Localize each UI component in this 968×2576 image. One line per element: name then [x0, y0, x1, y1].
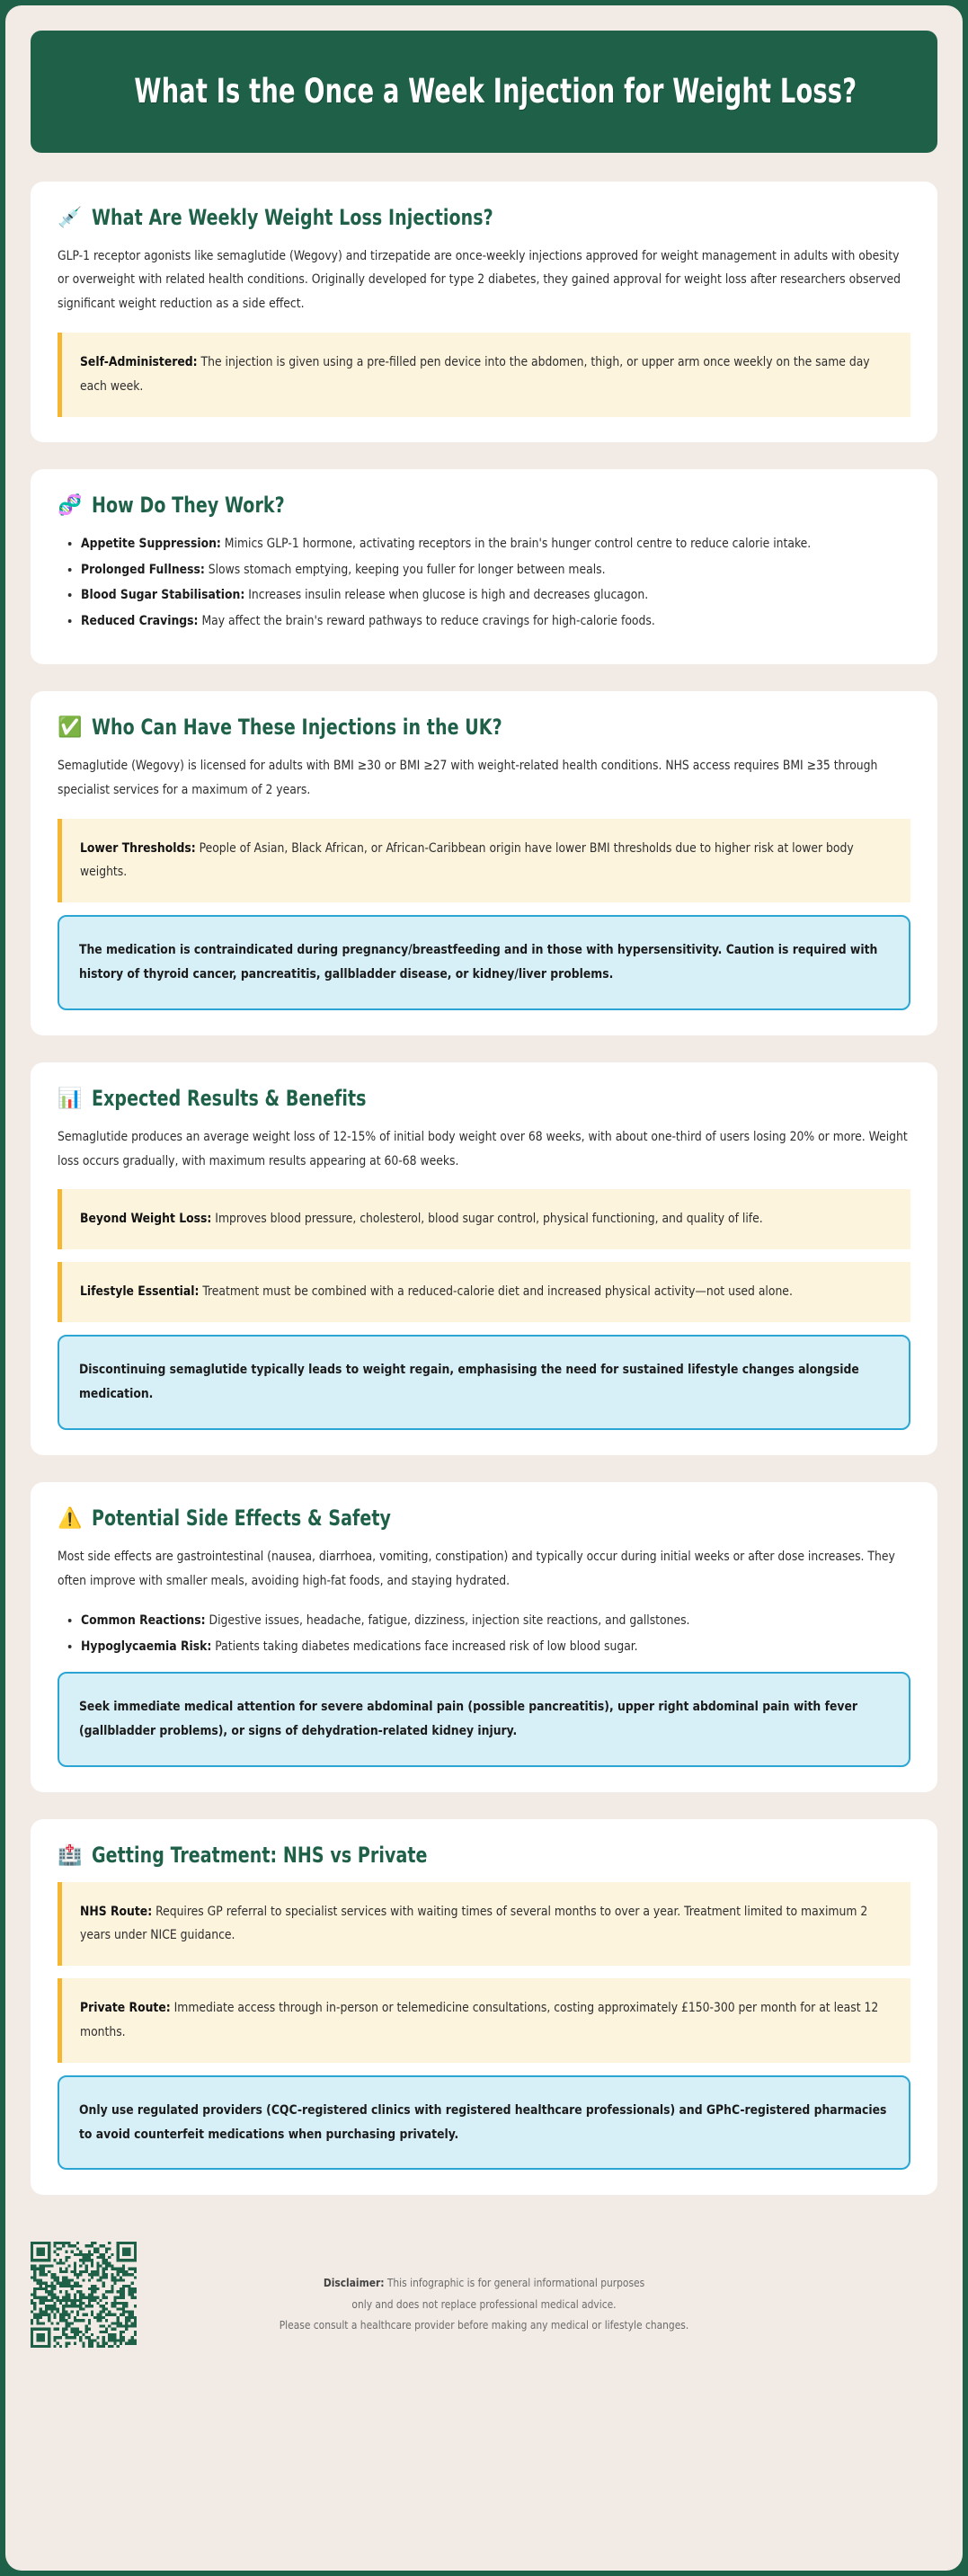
highlight-label: Self-Administered:: [80, 355, 198, 370]
disclaimer-label: Disclaimer:: [323, 2276, 385, 2290]
list-item-text: Slows stomach emptying, keeping you fuller for longer between meals.: [204, 562, 606, 577]
highlight-text: Immediate access through in-person or telemedicine consultations, costing approximately £150-300 per month for at least 12 months.: [80, 2001, 879, 2040]
info-callout: [58, 1335, 910, 1430]
list-item-text: May affect the brain's reward pathways to reduce cravings for high-calorie foods.: [198, 614, 655, 629]
list-item: [81, 1609, 909, 1633]
section-header: [58, 493, 910, 518]
highlight-callout: [58, 333, 910, 417]
highlight-inner: [80, 1280, 889, 1304]
list-item-label: Blood Sugar Stabilisation:: [81, 588, 245, 603]
bullet-list: [58, 532, 910, 634]
highlight-label: Lower Thresholds:: [80, 840, 196, 856]
section-card: [31, 1062, 937, 1455]
highlight-text: People of Asian, Black African, or African-Caribbean origin have lower BMI thresholds due to higher risk at lower body weights.: [80, 840, 854, 880]
section-header: [58, 1086, 910, 1111]
section-card: [31, 182, 937, 442]
list-item: [81, 609, 909, 634]
banner: [31, 31, 937, 153]
disclaimer-line-1: [53, 2272, 915, 2293]
list-item: [81, 583, 909, 608]
list-item-label: Appetite Suppression:: [81, 536, 221, 551]
list-item-label: Prolonged Fullness:: [81, 562, 205, 577]
disclaimer: [31, 2258, 937, 2334]
list-item-label: Hypoglycaemia Risk:: [81, 1639, 212, 1655]
highlight-label: Private Route:: [80, 2001, 171, 2016]
highlight-text: Requires GP referral to specialist services with waiting times of several months to over a year. Treatment limited to maximum 2 years under NICE guidance.: [80, 1904, 868, 1943]
highlight-callout: [58, 1189, 910, 1249]
bar-chart-icon: 📊: [58, 1086, 83, 1109]
page-title: What Is the Once a Week Injection for Weight Loss?: [134, 72, 857, 111]
disclaimer-line-2: only and does not replace professional medical advice.: [351, 2296, 617, 2311]
highlight-text: Improves blood pressure, cholesterol, blood sugar control, physical functioning, and quality of life.: [211, 1212, 763, 1227]
section-title: How Do They Work?: [92, 492, 285, 518]
dna-icon: 🧬: [58, 493, 83, 516]
hospital-icon: 🏥: [58, 1843, 83, 1866]
highlight-inner: [80, 1900, 889, 1949]
highlight-label: Lifestyle Essential:: [80, 1284, 200, 1300]
list-item-text: Patients taking diabetes medications face increased risk of low blood sugar.: [211, 1639, 638, 1655]
section-title: Who Can Have These Injections in the UK?: [92, 714, 502, 740]
section-paragraph: Semaglutide (Wegovy) is licensed for adults with BMI ≥30 or BMI ≥27 with weight-related health conditions. NHS access requires BMI ≥35 through specialist services for a maximum of 2 years.: [58, 758, 878, 797]
section-header: [58, 205, 910, 230]
section-header: [58, 1843, 910, 1868]
section-paragraph: Most side effects are gastrointestinal (nausea, diarrhoea, vomiting, constipation) and typically occur during initial weeks or after dose increases. They often improve with smaller meals, avoiding high-fat foods, and staying hydrated.: [58, 1549, 895, 1588]
highlight-inner: [80, 1996, 889, 2045]
info-callout: [58, 1672, 910, 1767]
info-callout-text: Discontinuing semaglutide typically leads to weight regain, emphasising the need for sustained lifestyle changes alongside medication.: [79, 1363, 859, 1401]
highlight-callout: [58, 1978, 910, 2063]
highlight-callout: [58, 819, 910, 903]
bullet-list: [58, 1609, 910, 1659]
list-item-text: Increases insulin release when glucose is high and decreases glucagon.: [244, 588, 649, 603]
highlight-inner: [80, 837, 889, 885]
section-title: What Are Weekly Weight Loss Injections?: [92, 204, 493, 230]
highlight-inner: [80, 1207, 889, 1231]
highlight-callout: [58, 1882, 910, 1967]
section-card: [31, 1819, 937, 2196]
disclaimer-text-1: This infographic is for general informational purposes: [384, 2276, 645, 2290]
highlight-inner: [80, 351, 889, 399]
warning-triangle-icon: ⚠️: [58, 1506, 83, 1529]
check-mark-icon: ✅: [58, 715, 83, 738]
section-paragraph: Semaglutide produces an average weight loss of 12-15% of initial body weight over 68 weeks, with about one-third of users losing 20% or more. Weight loss occurs gradually, with maximum results appearing at 60-68 weeks.: [58, 1129, 908, 1168]
section-title: Getting Treatment: NHS vs Private: [92, 1842, 428, 1868]
list-item: [81, 1635, 909, 1659]
highlight-label: Beyond Weight Loss:: [80, 1212, 212, 1227]
info-callout: [58, 915, 910, 1010]
info-callout-text: Seek immediate medical attention for severe abdominal pain (possible pancreatitis), upper right abdominal pain with fever (gallbladder problems), or signs of dehydration-related kidney injury.: [79, 1699, 857, 1738]
section-card: [31, 1482, 937, 1792]
list-item-label: Reduced Cravings:: [81, 614, 199, 629]
list-item: [81, 532, 909, 556]
section-title: Expected Results & Benefits: [92, 1085, 367, 1111]
highlight-callout: [58, 1262, 910, 1322]
sections-container: [31, 182, 937, 2196]
section-header: [58, 715, 910, 740]
list-item-label: Common Reactions:: [81, 1613, 206, 1629]
section-paragraph: GLP-1 receptor agonists like semaglutide (Wegovy) and tirzepatide are once-weekly injections approved for weight management in adults with obesity or overweight with related health conditions. Originally developed for type 2 diabetes, they gained approval for weight loss after researchers observed significant weight reduction as a side effect.: [58, 248, 901, 312]
syringe-icon: 💉: [58, 205, 83, 228]
section-header: [58, 1506, 910, 1531]
section-card: [31, 691, 937, 1035]
footer: [31, 2222, 937, 2358]
disclaimer-line-3: Please consult a healthcare provider before making any medical or lifestyle changes.: [279, 2317, 689, 2332]
list-item-text: Mimics GLP-1 hormone, activating receptors in the brain's hunger control centre to reduce calorie intake.: [220, 536, 812, 551]
info-callout-text: The medication is contraindicated during pregnancy/breastfeeding and in those with hypersensitivity. Caution is required with history of thyroid cancer, pancreatitis, gallbladder disease, or kidney/liver problems.: [79, 943, 878, 982]
highlight-label: NHS Route:: [80, 1904, 153, 1919]
section-title: Potential Side Effects & Safety: [92, 1505, 392, 1531]
highlight-text: The injection is given using a pre-filled pen device into the abdomen, thigh, or upper arm once weekly on the same day each week.: [80, 355, 870, 394]
infographic-page: [5, 5, 963, 2571]
list-item: [81, 558, 909, 582]
highlight-text: Treatment must be combined with a reduced-calorie diet and increased physical activity—not used alone.: [199, 1284, 793, 1300]
section-card: [31, 469, 937, 664]
info-callout-text: Only use regulated providers (CQC-registered clinics with registered healthcare professionals) and GPhC-registered pharmacies to avoid counterfeit medications when purchasing privately.: [79, 2102, 887, 2142]
info-callout: [58, 2075, 910, 2171]
list-item-text: Digestive issues, headache, fatigue, dizziness, injection site reactions, and gallstones.: [205, 1613, 690, 1629]
